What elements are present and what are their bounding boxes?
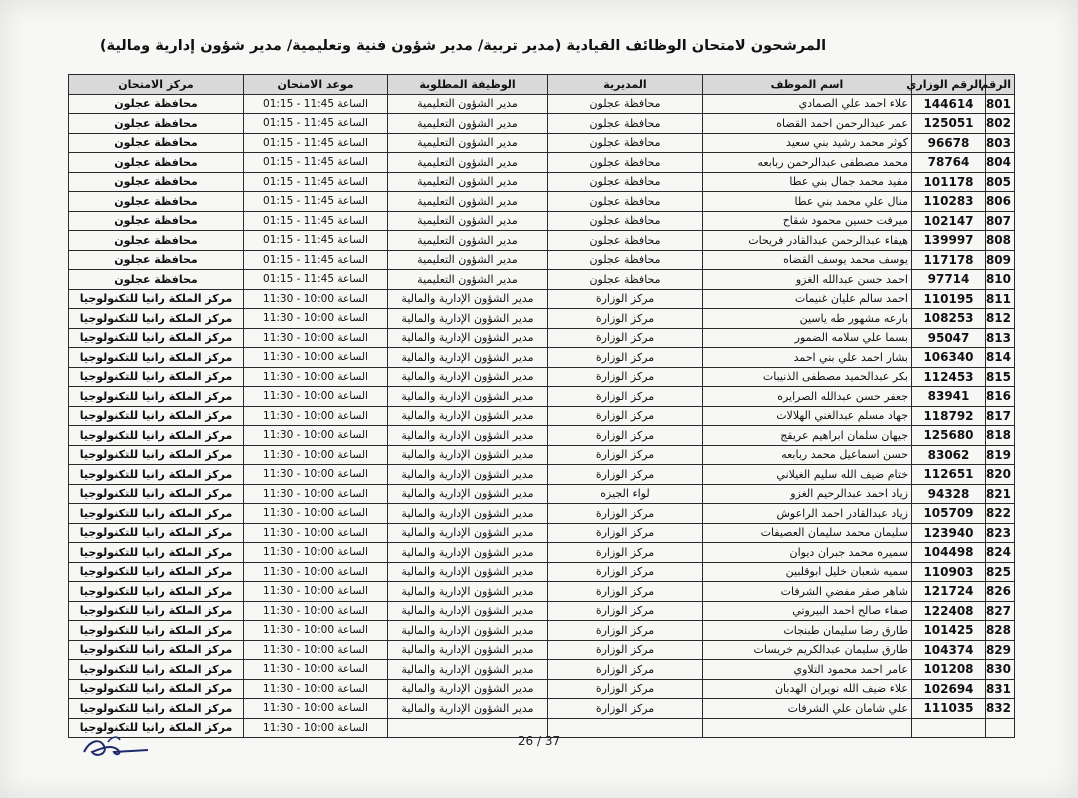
national-id-cell: 102694: [912, 679, 986, 699]
directorate-cell: محافظة عجلون: [548, 94, 703, 114]
job-cell: مدير الشؤون الإدارية والمالية: [388, 426, 548, 446]
national-id-cell: 101178: [912, 172, 986, 192]
exam-time-cell: الساعة 10:00 - 11:30: [244, 406, 388, 426]
exam-center-cell: مركز الملكة رانيا للتكنولوجيا: [69, 582, 244, 602]
directorate-cell: مركز الوزارة: [548, 465, 703, 485]
job-cell: مدير الشؤون الإدارية والمالية: [388, 367, 548, 387]
exam-time-cell: الساعة 10:00 - 11:30: [244, 504, 388, 524]
national-id-cell: 101208: [912, 660, 986, 680]
job-cell: مدير الشؤون الإدارية والمالية: [388, 679, 548, 699]
directorate-cell: مركز الوزارة: [548, 328, 703, 348]
employee-name-cell: هيفاء عبدالرحمن عبدالقادر فريحات: [703, 231, 912, 251]
row-number: 819: [986, 445, 1015, 465]
national-id-cell: 125051: [912, 114, 986, 134]
directorate-cell: مركز الوزارة: [548, 640, 703, 660]
exam-center-cell: محافظة عجلون: [69, 172, 244, 192]
exam-time-cell: الساعة 10:00 - 11:30: [244, 699, 388, 719]
employee-name-cell: سميره محمد جبران ديوان: [703, 543, 912, 563]
employee-name-cell: علاء ضيف الله نويران الهدبان: [703, 679, 912, 699]
employee-name-cell: بارعه مشهور طه ياسين: [703, 309, 912, 329]
directorate-cell: محافظة عجلون: [548, 192, 703, 212]
directorate-cell: مركز الوزارة: [548, 660, 703, 680]
employee-name-cell: صفاء صالح احمد البيروتي: [703, 601, 912, 621]
table-row: [69, 172, 1015, 192]
job-cell: مدير الشؤون التعليمية: [388, 250, 548, 270]
table-row: [69, 250, 1015, 270]
directorate-cell: مركز الوزارة: [548, 582, 703, 602]
job-cell: مدير الشؤون الإدارية والمالية: [388, 640, 548, 660]
job-cell: مدير الشؤون الإدارية والمالية: [388, 387, 548, 407]
exam-center-cell: مركز الملكة رانيا للتكنولوجيا: [69, 309, 244, 329]
job-cell: مدير الشؤون التعليمية: [388, 114, 548, 134]
row-number: 810: [986, 270, 1015, 290]
exam-center-cell: محافظة عجلون: [69, 192, 244, 212]
exam-time-cell: الساعة 11:45 - 01:15: [244, 270, 388, 290]
directorate-cell: مركز الوزارة: [548, 387, 703, 407]
employee-name-cell: طارق رضا سليمان طبنجات: [703, 621, 912, 641]
row-number: 818: [986, 426, 1015, 446]
exam-time-cell: الساعة 10:00 - 11:30: [244, 387, 388, 407]
exam-center-cell: مركز الملكة رانيا للتكنولوجيا: [69, 387, 244, 407]
employee-name-cell: احمد حسن عبدالله الغزو: [703, 270, 912, 290]
directorate-cell: مركز الوزارة: [548, 309, 703, 329]
row-number: 803: [986, 133, 1015, 153]
table-row: [69, 94, 1015, 114]
directorate-cell: محافظة عجلون: [548, 172, 703, 192]
directorate-cell: محافظة عجلون: [548, 133, 703, 153]
row-number: 808: [986, 231, 1015, 251]
directorate-cell: مركز الوزارة: [548, 348, 703, 368]
exam-time-cell: الساعة 10:00 - 11:30: [244, 660, 388, 680]
exam-time-cell: الساعة 10:00 - 11:30: [244, 445, 388, 465]
employee-name-cell: بسما علي سلامه الضمور: [703, 328, 912, 348]
table-row: [69, 387, 1015, 407]
table-row: [69, 328, 1015, 348]
employee-name-cell: جعفر حسن عبدالله الصرايره: [703, 387, 912, 407]
job-cell: مدير الشؤون التعليمية: [388, 270, 548, 290]
directorate-cell: مركز الوزارة: [548, 504, 703, 524]
exam-time-cell: الساعة 10:00 - 11:30: [244, 484, 388, 504]
exam-time-cell: الساعة 10:00 - 11:30: [244, 426, 388, 446]
exam-center-cell: محافظة عجلون: [69, 133, 244, 153]
job-cell: مدير الشؤون الإدارية والمالية: [388, 562, 548, 582]
national-id-cell: 139997: [912, 231, 986, 251]
row-number: 828: [986, 621, 1015, 641]
employee-name-cell: طارق سليمان عبدالكريم خريسات: [703, 640, 912, 660]
table-row: [69, 660, 1015, 680]
row-number: 826: [986, 582, 1015, 602]
exam-time-cell: الساعة 10:00 - 11:30: [244, 289, 388, 309]
national-id-cell: 104498: [912, 543, 986, 563]
page-number: 26 / 37: [517, 734, 561, 748]
job-cell: مدير الشؤون الإدارية والمالية: [388, 582, 548, 602]
row-number: 805: [986, 172, 1015, 192]
table-row: [69, 543, 1015, 563]
national-id-cell: 112453: [912, 367, 986, 387]
exam-center-cell: مركز الملكة رانيا للتكنولوجيا: [69, 679, 244, 699]
table-row: [69, 523, 1015, 543]
directorate-cell: مركز الوزارة: [548, 601, 703, 621]
job-cell: مدير الشؤون الإدارية والمالية: [388, 348, 548, 368]
national-id-cell: 101425: [912, 621, 986, 641]
national-id-cell: 104374: [912, 640, 986, 660]
table-row: [69, 270, 1015, 290]
job-cell: مدير الشؤون التعليمية: [388, 94, 548, 114]
national-id-cell: 108253: [912, 309, 986, 329]
job-cell: مدير الشؤون الإدارية والمالية: [388, 289, 548, 309]
employee-name-cell: سميه شعبان خليل ابوقلبين: [703, 562, 912, 582]
header-national-id: الرقم الوزاري: [912, 75, 986, 95]
table-row: [69, 582, 1015, 602]
employee-name-cell: ميرفت حسين محمود شقاح: [703, 211, 912, 231]
national-id-cell: 110283: [912, 192, 986, 212]
employee-name-cell: يوسف محمد يوسف القضاه: [703, 250, 912, 270]
exam-time-cell: الساعة 10:00 - 11:30: [244, 640, 388, 660]
job-cell: مدير الشؤون التعليمية: [388, 231, 548, 251]
row-number: 825: [986, 562, 1015, 582]
exam-time-cell: الساعة 10:00 - 11:30: [244, 562, 388, 582]
row-number: 807: [986, 211, 1015, 231]
exam-center-cell: مركز الملكة رانيا للتكنولوجيا: [69, 543, 244, 563]
exam-center-cell: مركز الملكة رانيا للتكنولوجيا: [69, 406, 244, 426]
table-row: [69, 367, 1015, 387]
directorate-cell: مركز الوزارة: [548, 367, 703, 387]
employee-name-cell: ختام ضيف الله سليم الغيلاني: [703, 465, 912, 485]
exam-time-cell: الساعة 11:45 - 01:15: [244, 231, 388, 251]
exam-time-cell: الساعة 10:00 - 11:30: [244, 465, 388, 485]
directorate-cell: محافظة عجلون: [548, 250, 703, 270]
national-id-cell: 112651: [912, 465, 986, 485]
job-cell: مدير الشؤون التعليمية: [388, 211, 548, 231]
exam-time-cell: الساعة 10:00 - 11:30: [244, 523, 388, 543]
exam-center-cell: مركز الملكة رانيا للتكنولوجيا: [69, 640, 244, 660]
row-number: 829: [986, 640, 1015, 660]
table-row: [69, 562, 1015, 582]
row-number: 801: [986, 94, 1015, 114]
table-row: [69, 445, 1015, 465]
directorate-cell: مركز الوزارة: [548, 699, 703, 719]
national-id-cell: 110195: [912, 289, 986, 309]
exam-center-cell: محافظة عجلون: [69, 153, 244, 173]
table-row: [69, 465, 1015, 485]
national-id-cell: 118792: [912, 406, 986, 426]
employee-name-cell: كوثر محمد رشيد بني سعيد: [703, 133, 912, 153]
national-id-cell: 96678: [912, 133, 986, 153]
row-number: 816: [986, 387, 1015, 407]
table-header-row: [69, 75, 1015, 95]
national-id-cell: 110903: [912, 562, 986, 582]
exam-time-cell: الساعة 11:45 - 01:15: [244, 250, 388, 270]
row-number: 820: [986, 465, 1015, 485]
row-number: 832: [986, 699, 1015, 719]
directorate-cell: مركز الوزارة: [548, 426, 703, 446]
exam-center-cell: مركز الملكة رانيا للتكنولوجيا: [69, 562, 244, 582]
exam-time-cell: الساعة 11:45 - 01:15: [244, 211, 388, 231]
directorate-cell: محافظة عجلون: [548, 153, 703, 173]
job-cell: مدير الشؤون الإدارية والمالية: [388, 484, 548, 504]
national-id-cell: 117178: [912, 250, 986, 270]
directorate-cell: مركز الوزارة: [548, 679, 703, 699]
header-job: الوظيفة المطلوبة: [388, 75, 548, 95]
candidates-table: [68, 74, 1015, 738]
row-number: 817: [986, 406, 1015, 426]
directorate-cell: محافظة عجلون: [548, 211, 703, 231]
exam-time-cell: الساعة 11:45 - 01:15: [244, 94, 388, 114]
exam-time-cell: الساعة 10:00 - 11:30: [244, 718, 388, 738]
exam-center-cell: محافظة عجلون: [69, 231, 244, 251]
row-number: 811: [986, 289, 1015, 309]
job-cell: مدير الشؤون الإدارية والمالية: [388, 699, 548, 719]
row-number: 823: [986, 523, 1015, 543]
row-number: 824: [986, 543, 1015, 563]
job-cell: مدير الشؤون التعليمية: [388, 192, 548, 212]
exam-time-cell: الساعة 10:00 - 11:30: [244, 582, 388, 602]
employee-name-cell: سليمان محمد سليمان العصيفات: [703, 523, 912, 543]
employee-name-cell: بكر عبدالحميد مصطفى الذنيبات: [703, 367, 912, 387]
exam-time-cell: الساعة 11:45 - 01:15: [244, 114, 388, 134]
row-number: 815: [986, 367, 1015, 387]
header-time: موعد الامتحان: [244, 75, 388, 95]
exam-time-cell: الساعة 10:00 - 11:30: [244, 328, 388, 348]
national-id-cell: 123940: [912, 523, 986, 543]
national-id-cell: 122408: [912, 601, 986, 621]
employee-name-cell: علي شامان علي الشرفات: [703, 699, 912, 719]
table-row: [69, 133, 1015, 153]
row-number: 804: [986, 153, 1015, 173]
row-number: 813: [986, 328, 1015, 348]
employee-name-cell: حسن اسماعيل محمد ربابعه: [703, 445, 912, 465]
row-number: 802: [986, 114, 1015, 134]
exam-time-cell: الساعة 10:00 - 11:30: [244, 601, 388, 621]
exam-time-cell: الساعة 11:45 - 01:15: [244, 172, 388, 192]
employee-name-cell: بشار احمد علي بني احمد: [703, 348, 912, 368]
directorate-cell: لواء الجيزه: [548, 484, 703, 504]
row-number: 809: [986, 250, 1015, 270]
row-number: 812: [986, 309, 1015, 329]
table-row: [69, 406, 1015, 426]
national-id-cell: 121724: [912, 582, 986, 602]
table-row: [69, 504, 1015, 524]
exam-center-cell: مركز الملكة رانيا للتكنولوجيا: [69, 328, 244, 348]
row-number: 827: [986, 601, 1015, 621]
document-title: المرشحون لامتحان الوظائف القيادية (مدير تربية/ مدير شؤون فنية وتعليمية/ مدير شؤون إدارية ومالية): [99, 38, 827, 54]
national-id-cell: 125680: [912, 426, 986, 446]
exam-center-cell: محافظة عجلون: [69, 94, 244, 114]
exam-center-cell: محافظة عجلون: [69, 211, 244, 231]
exam-time-cell: الساعة 11:45 - 01:15: [244, 153, 388, 173]
exam-center-cell: مركز الملكة رانيا للتكنولوجيا: [69, 426, 244, 446]
employee-name-cell: زياد احمد عبدالرحيم الغزو: [703, 484, 912, 504]
job-cell: مدير الشؤون الإدارية والمالية: [388, 601, 548, 621]
job-cell: مدير الشؤون الإدارية والمالية: [388, 445, 548, 465]
job-cell: مدير الشؤون الإدارية والمالية: [388, 406, 548, 426]
table-row: [69, 211, 1015, 231]
exam-center-cell: مركز الملكة رانيا للتكنولوجيا: [69, 484, 244, 504]
job-cell: مدير الشؤون الإدارية والمالية: [388, 328, 548, 348]
job-cell: مدير الشؤون التعليمية: [388, 153, 548, 173]
national-id-cell: 97714: [912, 270, 986, 290]
directorate-cell: مركز الوزارة: [548, 445, 703, 465]
national-id-cell: 105709: [912, 504, 986, 524]
directorate-cell: مركز الوزارة: [548, 543, 703, 563]
exam-time-cell: الساعة 10:00 - 11:30: [244, 679, 388, 699]
exam-center-cell: مركز الملكة رانيا للتكنولوجيا: [69, 523, 244, 543]
job-cell: مدير الشؤون التعليمية: [388, 133, 548, 153]
national-id-cell: 94328: [912, 484, 986, 504]
employee-name-cell: محمد مصطفى عبدالرحمن ربابعه: [703, 153, 912, 173]
table-row: [69, 426, 1015, 446]
employee-name-cell: شاهر صقر مفضي الشرفات: [703, 582, 912, 602]
employee-name-cell: عمر عبدالرحمن احمد القضاه: [703, 114, 912, 134]
directorate-cell: محافظة عجلون: [548, 270, 703, 290]
row-number: 806: [986, 192, 1015, 212]
table-row: [69, 231, 1015, 251]
national-id-cell: 144614: [912, 94, 986, 114]
directorate-cell: مركز الوزارة: [548, 562, 703, 582]
directorate-cell: محافظة عجلون: [548, 114, 703, 134]
table-row: [69, 601, 1015, 621]
exam-center-cell: محافظة عجلون: [69, 114, 244, 134]
table-row: [69, 640, 1015, 660]
job-cell: مدير الشؤون الإدارية والمالية: [388, 504, 548, 524]
exam-center-cell: مركز الملكة رانيا للتكنولوجيا: [69, 445, 244, 465]
row-number: 814: [986, 348, 1015, 368]
directorate-cell: مركز الوزارة: [548, 406, 703, 426]
exam-center-cell: محافظة عجلون: [69, 270, 244, 290]
national-id-cell: 95047: [912, 328, 986, 348]
exam-center-cell: مركز الملكة رانيا للتكنولوجيا: [69, 718, 244, 738]
exam-center-cell: مركز الملكة رانيا للتكنولوجيا: [69, 367, 244, 387]
national-id-cell: 83062: [912, 445, 986, 465]
header-directorate: المديرية: [548, 75, 703, 95]
header-num: الرقم: [986, 75, 1015, 95]
employee-name-cell: مفيد محمد جمال بني عطا: [703, 172, 912, 192]
national-id-cell: 83941: [912, 387, 986, 407]
job-cell: مدير الشؤون الإدارية والمالية: [388, 621, 548, 641]
exam-center-cell: مركز الملكة رانيا للتكنولوجيا: [69, 699, 244, 719]
job-cell: مدير الشؤون الإدارية والمالية: [388, 660, 548, 680]
exam-center-cell: محافظة عجلون: [69, 250, 244, 270]
table-row: [69, 699, 1015, 719]
table-row: [69, 484, 1015, 504]
row-number: 831: [986, 679, 1015, 699]
directorate-cell: مركز الوزارة: [548, 289, 703, 309]
exam-time-cell: الساعة 11:45 - 01:15: [244, 133, 388, 153]
header-name: اسم الموظف: [703, 75, 912, 95]
table-row: [69, 309, 1015, 329]
table-row: [69, 621, 1015, 641]
employee-name-cell: زياد عبدالقادر احمد الراعوش: [703, 504, 912, 524]
job-cell: مدير الشؤون الإدارية والمالية: [388, 465, 548, 485]
exam-center-cell: مركز الملكة رانيا للتكنولوجيا: [69, 621, 244, 641]
job-cell: مدير الشؤون الإدارية والمالية: [388, 309, 548, 329]
exam-center-cell: مركز الملكة رانيا للتكنولوجيا: [69, 289, 244, 309]
exam-time-cell: الساعة 10:00 - 11:30: [244, 543, 388, 563]
exam-time-cell: الساعة 10:00 - 11:30: [244, 367, 388, 387]
exam-center-cell: مركز الملكة رانيا للتكنولوجيا: [69, 504, 244, 524]
exam-center-cell: مركز الملكة رانيا للتكنولوجيا: [69, 601, 244, 621]
row-number: 822: [986, 504, 1015, 524]
exam-center-cell: مركز الملكة رانيا للتكنولوجيا: [69, 348, 244, 368]
employee-name-cell: جيهان سلمان ابراهيم عريقج: [703, 426, 912, 446]
job-cell: مدير الشؤون الإدارية والمالية: [388, 543, 548, 563]
table-row: [69, 348, 1015, 368]
employee-name-cell: احمد سالم عليان غنيمات: [703, 289, 912, 309]
exam-time-cell: الساعة 10:00 - 11:30: [244, 309, 388, 329]
employee-name-cell: علاء احمد علي الصمادي: [703, 94, 912, 114]
directorate-cell: مركز الوزارة: [548, 523, 703, 543]
header-center: مركز الامتحان: [69, 75, 244, 95]
directorate-cell: مركز الوزارة: [548, 621, 703, 641]
exam-time-cell: الساعة 10:00 - 11:30: [244, 348, 388, 368]
exam-time-cell: الساعة 10:00 - 11:30: [244, 621, 388, 641]
employee-name-cell: عامر احمد محمود التلاوي: [703, 660, 912, 680]
national-id-cell: 78764: [912, 153, 986, 173]
job-cell: مدير الشؤون التعليمية: [388, 172, 548, 192]
national-id-cell: 111035: [912, 699, 986, 719]
directorate-cell: محافظة عجلون: [548, 231, 703, 251]
national-id-cell: 102147: [912, 211, 986, 231]
row-number: 821: [986, 484, 1015, 504]
table-row: [69, 153, 1015, 173]
job-cell: مدير الشؤون الإدارية والمالية: [388, 523, 548, 543]
row-number: 830: [986, 660, 1015, 680]
employee-name-cell: منال علي محمد بني عطا: [703, 192, 912, 212]
table-row: [69, 679, 1015, 699]
employee-name-cell: جهاد مسلم عبدالغني الهلالات: [703, 406, 912, 426]
table-row: [69, 289, 1015, 309]
table-row: [69, 192, 1015, 212]
exam-center-cell: مركز الملكة رانيا للتكنولوجيا: [69, 465, 244, 485]
table-row: [69, 114, 1015, 134]
exam-time-cell: الساعة 11:45 - 01:15: [244, 192, 388, 212]
exam-center-cell: مركز الملكة رانيا للتكنولوجيا: [69, 660, 244, 680]
national-id-cell: 106340: [912, 348, 986, 368]
